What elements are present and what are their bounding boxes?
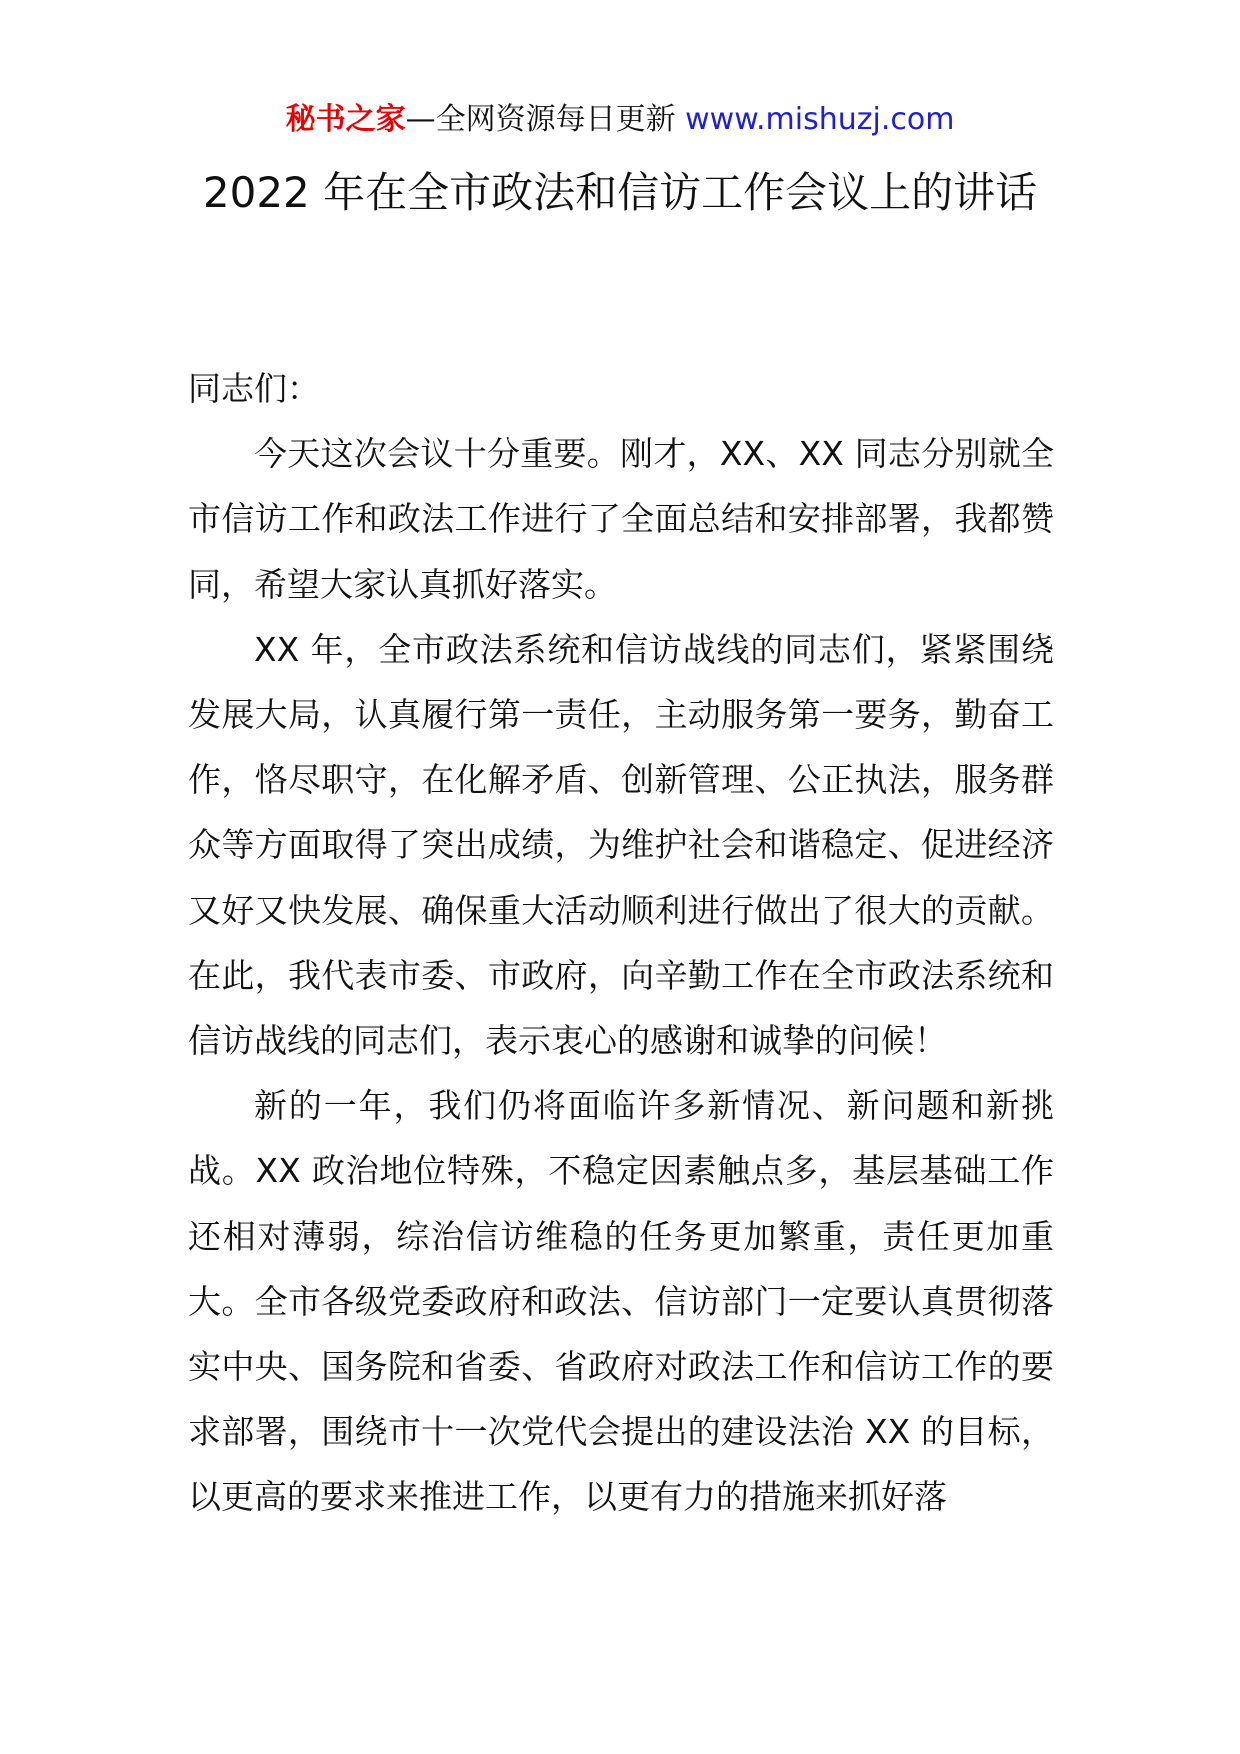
brand-url-link[interactable]: www.mishuzj.com: [685, 102, 955, 137]
paragraph: 今天这次会议十分重要。刚才，XX、XX 同志分别就全市信访工作和政法工作进行了全面总结和安排部署，我都赞同，希望大家认真抓好落实。: [188, 434, 1054, 604]
paragraph: XX 年，全市政法系统和信访战线的同志们，紧紧围绕发展大局，认真履行第一责任，主动服务第一要务，勤奋工作，恪尽职守，在化解矛盾、创新管理、公正执法，服务群众等方面取得了突出成绩，为维护社会和谐稳定、促进经济又好又快发展、确保重大活动顺利进行做出了很大的贡献。在此，我代表市委、市政府，向辛勤工作在全市政法系统和信访战线的同志们，表示衷心的感谢和诚挚的问候！: [188, 629, 1054, 1061]
document-body: [188, 356, 1054, 1530]
salutation: 同志们：: [188, 369, 320, 408]
paragraph: 新的一年，我们仍将面临许多新情况、新问题和新挑战。XX 政治地位特殊，不稳定因素触点多，基层基础工作还相对薄弱，综治信访维稳的任务更加繁重，责任更加重大。全市各级党委政府和政法、信访部门一定要认真贯彻落实中央、国务院和省委、省政府对政法工作和信访工作的要求部署，围绕市十一次党代会提出的建设法治 XX 的目标，以更高的要求来推进工作，以更有力的措施来抓好落: [188, 1086, 1054, 1517]
document-title: 2022 年在全市政法和信访工作会议上的讲话: [202, 168, 1038, 217]
brand-tagline: —全网资源每日更新: [405, 102, 676, 137]
site-banner: [0, 100, 1240, 140]
brand-name: 秘书之家: [285, 102, 406, 137]
